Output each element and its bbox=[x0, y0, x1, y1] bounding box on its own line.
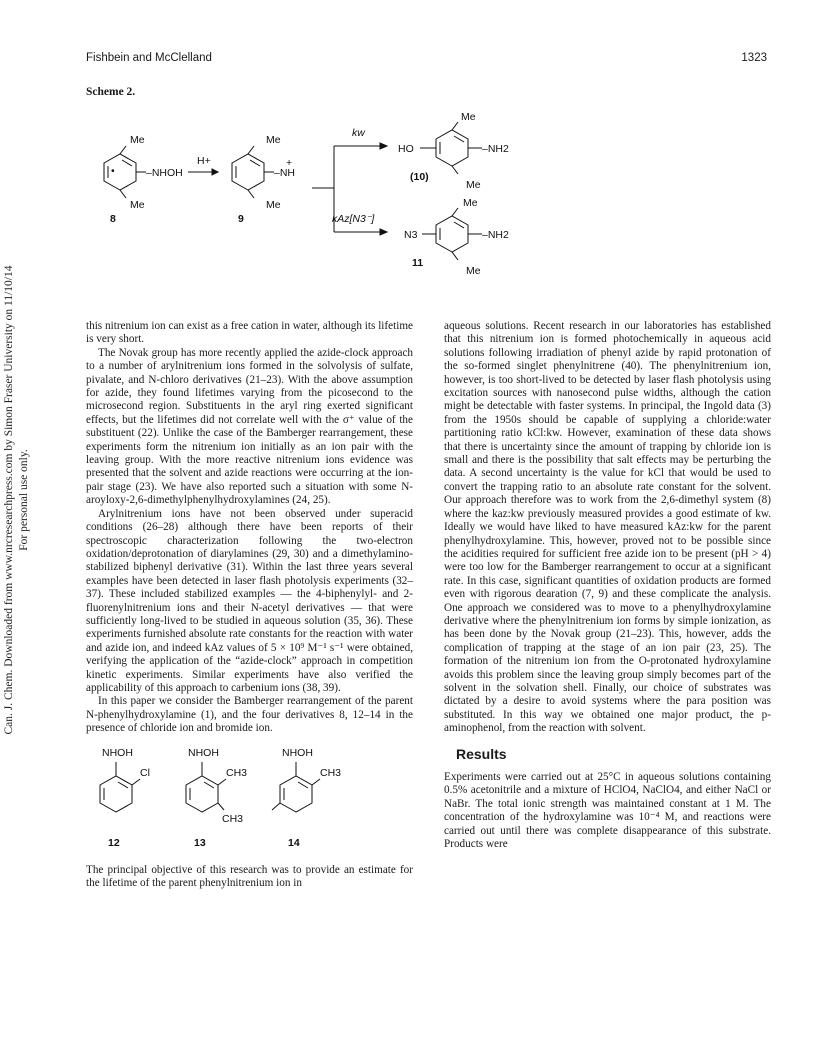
right-paragraph-1: aqueous solutions. Recent research in our laboratories has established that this nitrenium ion is formed photochemically in aqueous acid solutions following irradiation of phenyl azide by rapid protonation of the so-formed singlet phenylnitrene (40). The phenylnitrenium ion, however, is too short-lived to be detected by laser flash photolysis using excitation sources with nanosecond pulse widths, although the cation might be detectable with faster systems. In principal, the Ingold data (3) from the 1950s should be capable of supplying a chloride:water partitioning ratio kCl:kw. However, examination of these data shows that there is uncertainty since the amount of trapping by chloride ion is small and there is the possibility that salt effects may be perturbing the data. A second uncertainty is the value for kCl that would be used to convert the trapping ratio to an absolute rate constant for the solvent. Our approach therefore was to work from the 2,6-dimethyl system (8) where the kaz:kw previously measured provides a good estimate of kw. Ideally we would have liked to have measured kAz:kw for the parent phenylhydroxylamine. This, however, proved not to be possible since the acidities required for sufficient free azide ion to be present (pH > 4) were too low for the Bamberger rearrangement to occur at a significant rate. In this case, significant quantities of oxidation products are formed even with rigorous dearation (7, 9) and these complicate the analysis. One approach we considered was to move to a phenylhydroxylamine derivative where the phenylnitrenium ion forms by simple ionization, as has been done by the Novak group (21–23). This, however, adds the complication of trapping at the stage of an ion pair (23, 25). The formation of the nitrenium ion from the O-protonated hydroxylamine avoids this problem since the leaving group simply becomes part of the solvent in the solvation shell. Finally, our choice of substrates was dictated by a desire to avoid systems where the para position was substituted. In this way we obtained one major product, the p-aminophenol, from the reaction with solvent. bbox=[444, 320, 771, 735]
kw-label: kw bbox=[352, 127, 365, 139]
results-heading: Results bbox=[456, 745, 507, 762]
nhoh-8: –NHOH bbox=[146, 167, 183, 179]
radical-dot: • bbox=[111, 165, 115, 177]
structures-svg bbox=[86, 742, 413, 860]
compound-14-label: 14 bbox=[288, 836, 300, 849]
ring-10 bbox=[436, 130, 468, 166]
compound-8-label: 8 bbox=[110, 213, 116, 225]
compound-9-label: 9 bbox=[238, 213, 244, 225]
scheme-2-diagram bbox=[80, 100, 540, 285]
page-number: 1323 bbox=[741, 52, 767, 64]
left-paragraph-4: In this paper we consider the Bamberger rearrangement of the parent N-phenylhydroxylamine (1), and the four derivatives 8, 12–14 in the presence of chloride ion and bromide ion. bbox=[86, 695, 413, 735]
nh2-10: –NH2 bbox=[482, 143, 509, 155]
nhoh-12: NHOH bbox=[102, 746, 133, 759]
watermark-line-1: Can. J. Chem. Downloaded from www.nrcresearchpress.com by Simon Fraser University on 11/10/14 bbox=[3, 265, 15, 735]
scheme-2-svg bbox=[80, 100, 540, 285]
me-9-bottom: Me bbox=[266, 199, 281, 211]
kaz-label: kAz[N3⁻] bbox=[332, 213, 375, 225]
left-paragraph-5: The principal objective of this research was to provide an estimate for the lifetime of the parent phenylnitrenium ion in bbox=[86, 863, 413, 889]
me-8-top: Me bbox=[130, 134, 145, 146]
h-plus: H+ bbox=[197, 155, 211, 167]
compound-12-label: 12 bbox=[108, 836, 120, 849]
left-column bbox=[86, 320, 413, 890]
me-9-top: Me bbox=[266, 134, 281, 146]
ch3-13-meta: CH3 bbox=[222, 812, 244, 825]
plus-charge: + bbox=[286, 157, 293, 169]
nhoh-14: NHOH bbox=[282, 746, 313, 759]
structures-12-14 bbox=[86, 742, 413, 860]
ch3-14: CH3 bbox=[320, 766, 342, 779]
running-head: Fishbein and McClelland bbox=[86, 52, 212, 64]
page-header bbox=[86, 52, 767, 68]
right-column bbox=[444, 320, 771, 851]
compound-13-label: 13 bbox=[194, 836, 206, 849]
left-paragraph-3: Arylnitrenium ions have not been observed under superacid conditions (26–28) although there have been reports of their spectroscopic characterization following the two-electron oxidation/deprotonation of diarylamines (29, 30) and a dimethylamino-stabilized biphenyl derivative (31). Within the last three years several examples have been detected in laser flash photolysis experiments (32–37). These included stabilized examples — the 4-biphenylyl- and 2-fluorenylnitrenium ions and their N-acetyl derivatives — that were sufficiently long-lived to be studied in aqueous solution (35, 36). These experiments furnished absolute rate constants for the reaction with water and azide ion, and indeed kAz values of 5 × 10⁹ M⁻¹ s⁻¹ were obtained, verifying the application of the “azide-clock” approach in competition kinetic experiments. Similar experiments have also verified the applicability of this approach to carbenium ions (38, 39). bbox=[86, 507, 413, 694]
ch3-13: CH3 bbox=[226, 766, 248, 779]
nhoh-13: NHOH bbox=[188, 746, 219, 759]
compound-11-label: 11 bbox=[412, 257, 424, 269]
ring-8 bbox=[104, 154, 136, 190]
nh-9: –NH bbox=[274, 167, 296, 179]
compound-10-label: (10) bbox=[410, 171, 429, 183]
ring-12 bbox=[100, 776, 132, 812]
nh2-11: –NH2 bbox=[482, 229, 509, 241]
me-11-top: Me bbox=[463, 197, 478, 209]
me-8-bottom: Me bbox=[130, 199, 145, 211]
scheme-label: Scheme 2. bbox=[86, 86, 136, 98]
watermark-line-2: For personal use only. bbox=[18, 449, 30, 551]
left-paragraph-2: The Novak group has more recently applied the azide-clock approach to a number of arylnitrenium ions formed in the solvolysis of sulfate, pivalate, and N-chloro derivatives (21–23). With the above assumption for azide, they found lifetimes varying from the picosecond to the microsecond region. Substituents in the aryl ring exerted significant effects, but the lifetimes did not correlate well with the σ⁺ value of the substituent (22). Unlike the case of the Bamberger rearrangement, these experiments form the nitrenium ion initially as an ion pair with the leaving group. With the more reactive nitrenium ions evidence was presented that the solvent and azide reactions were occurring at the ion-pair stage (23). We have also reported such a situation with some N-aroyloxy-2,6-dimethylphenylhydroxylamines (24, 25). bbox=[86, 346, 413, 507]
ring-9 bbox=[232, 154, 264, 190]
download-watermark bbox=[2, 240, 36, 760]
me-11-bottom: Me bbox=[466, 265, 481, 277]
left-paragraph-1: this nitrenium ion can exist as a free cation in water, although its lifetime is very short. bbox=[86, 320, 413, 346]
cl-12: Cl bbox=[140, 766, 150, 779]
ho-group: HO bbox=[398, 143, 414, 155]
n3-group: N3 bbox=[404, 229, 418, 241]
ring-11 bbox=[436, 216, 468, 252]
right-paragraph-2: Experiments were carried out at 25°C in aqueous solutions containing 0.5% acetonitrile and a mixture of HClO4, NaClO4, and either NaCl or NaBr. The total ionic strength was maintained constant at 1 M. The concentration of the hydroxylamine was 10⁻⁴ M, and reactions were carried out until there was complete disappearance of this substrate. Products were bbox=[444, 771, 771, 851]
ring-14 bbox=[280, 776, 312, 812]
me-10-top: Me bbox=[461, 111, 476, 123]
me-10-bottom: Me bbox=[466, 179, 481, 191]
ring-13 bbox=[186, 776, 218, 812]
